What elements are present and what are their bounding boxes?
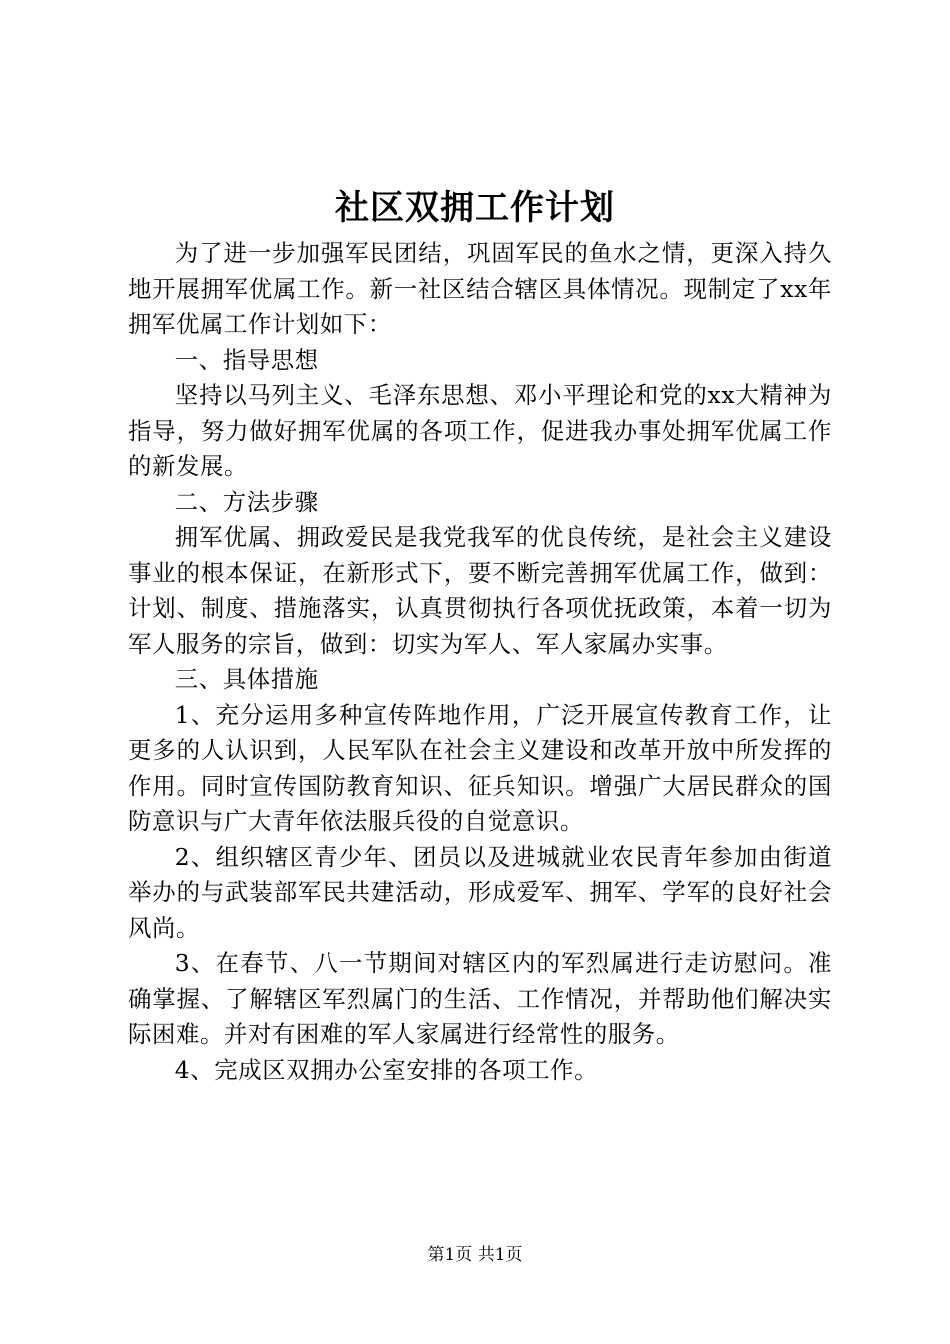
methods-steps-paragraph: 拥军优属、拥政爱民是我党我军的优良传统，是社会主义建设事业的根本保证，在新形式下，要不断完善拥军优属工作，做到：计划、制度、措施落实，认真贯彻执行各项优抚政策，本着一切为军人服务的宗旨，做到：切实为军人、军人家属办实事。 xyxy=(128,523,832,658)
section-heading-specific-measures: 三、具体措施 xyxy=(174,665,319,693)
measure-item-2: 2、组织辖区青少年、团员以及进城就业农民青年参加由街道举办的与武装部军民共建活动，形成爱军、拥军、学军的良好社会风尚。 xyxy=(128,842,832,942)
section-heading-methods-steps: 二、方法步骤 xyxy=(174,487,319,516)
measure-item-1: 1、充分运用多种宣传阵地作用，广泛开展宣传教育工作，让更多的人认识到，人民军队在社会主义建设和改革开放中所发挥的作用。同时宣传国防教育知识、征兵知识。增强广大居民群众的国防意识与广大青年依法服兵役的自觉意识。 xyxy=(128,700,832,835)
section-heading-guiding-ideology: 一、指导思想 xyxy=(174,345,319,374)
guiding-ideology-paragraph: 坚持以马列主义、毛泽东思想、邓小平理论和党的xx大精神为指导，努力做好拥军优属的各项工作，促进我办事处拥军优属工作的新发展。 xyxy=(128,381,832,480)
document-title: 社区双拥工作计划 xyxy=(335,188,615,228)
page-footer: 第1页 共1页 xyxy=(427,1245,523,1265)
measure-item-3: 3、在春节、八一节期间对辖区内的军烈属进行走访慰问。准确掌握、了解辖区军烈属门的生活、工作情况，并帮助他们解决实际困难。并对有困难的军人家属进行经常性的服务。 xyxy=(128,949,832,1048)
measure-item-4: 4、完成区双拥办公室安排的各项工作。 xyxy=(174,1055,599,1084)
intro-paragraph: 为了进一步加强军民团结，巩固军民的鱼水之情，更深入持久地开展拥军优属工作。新一社区结合辖区具体情况。现制定了xx年拥军优属工作计划如下： xyxy=(128,239,832,338)
document-body xyxy=(128,236,832,1088)
